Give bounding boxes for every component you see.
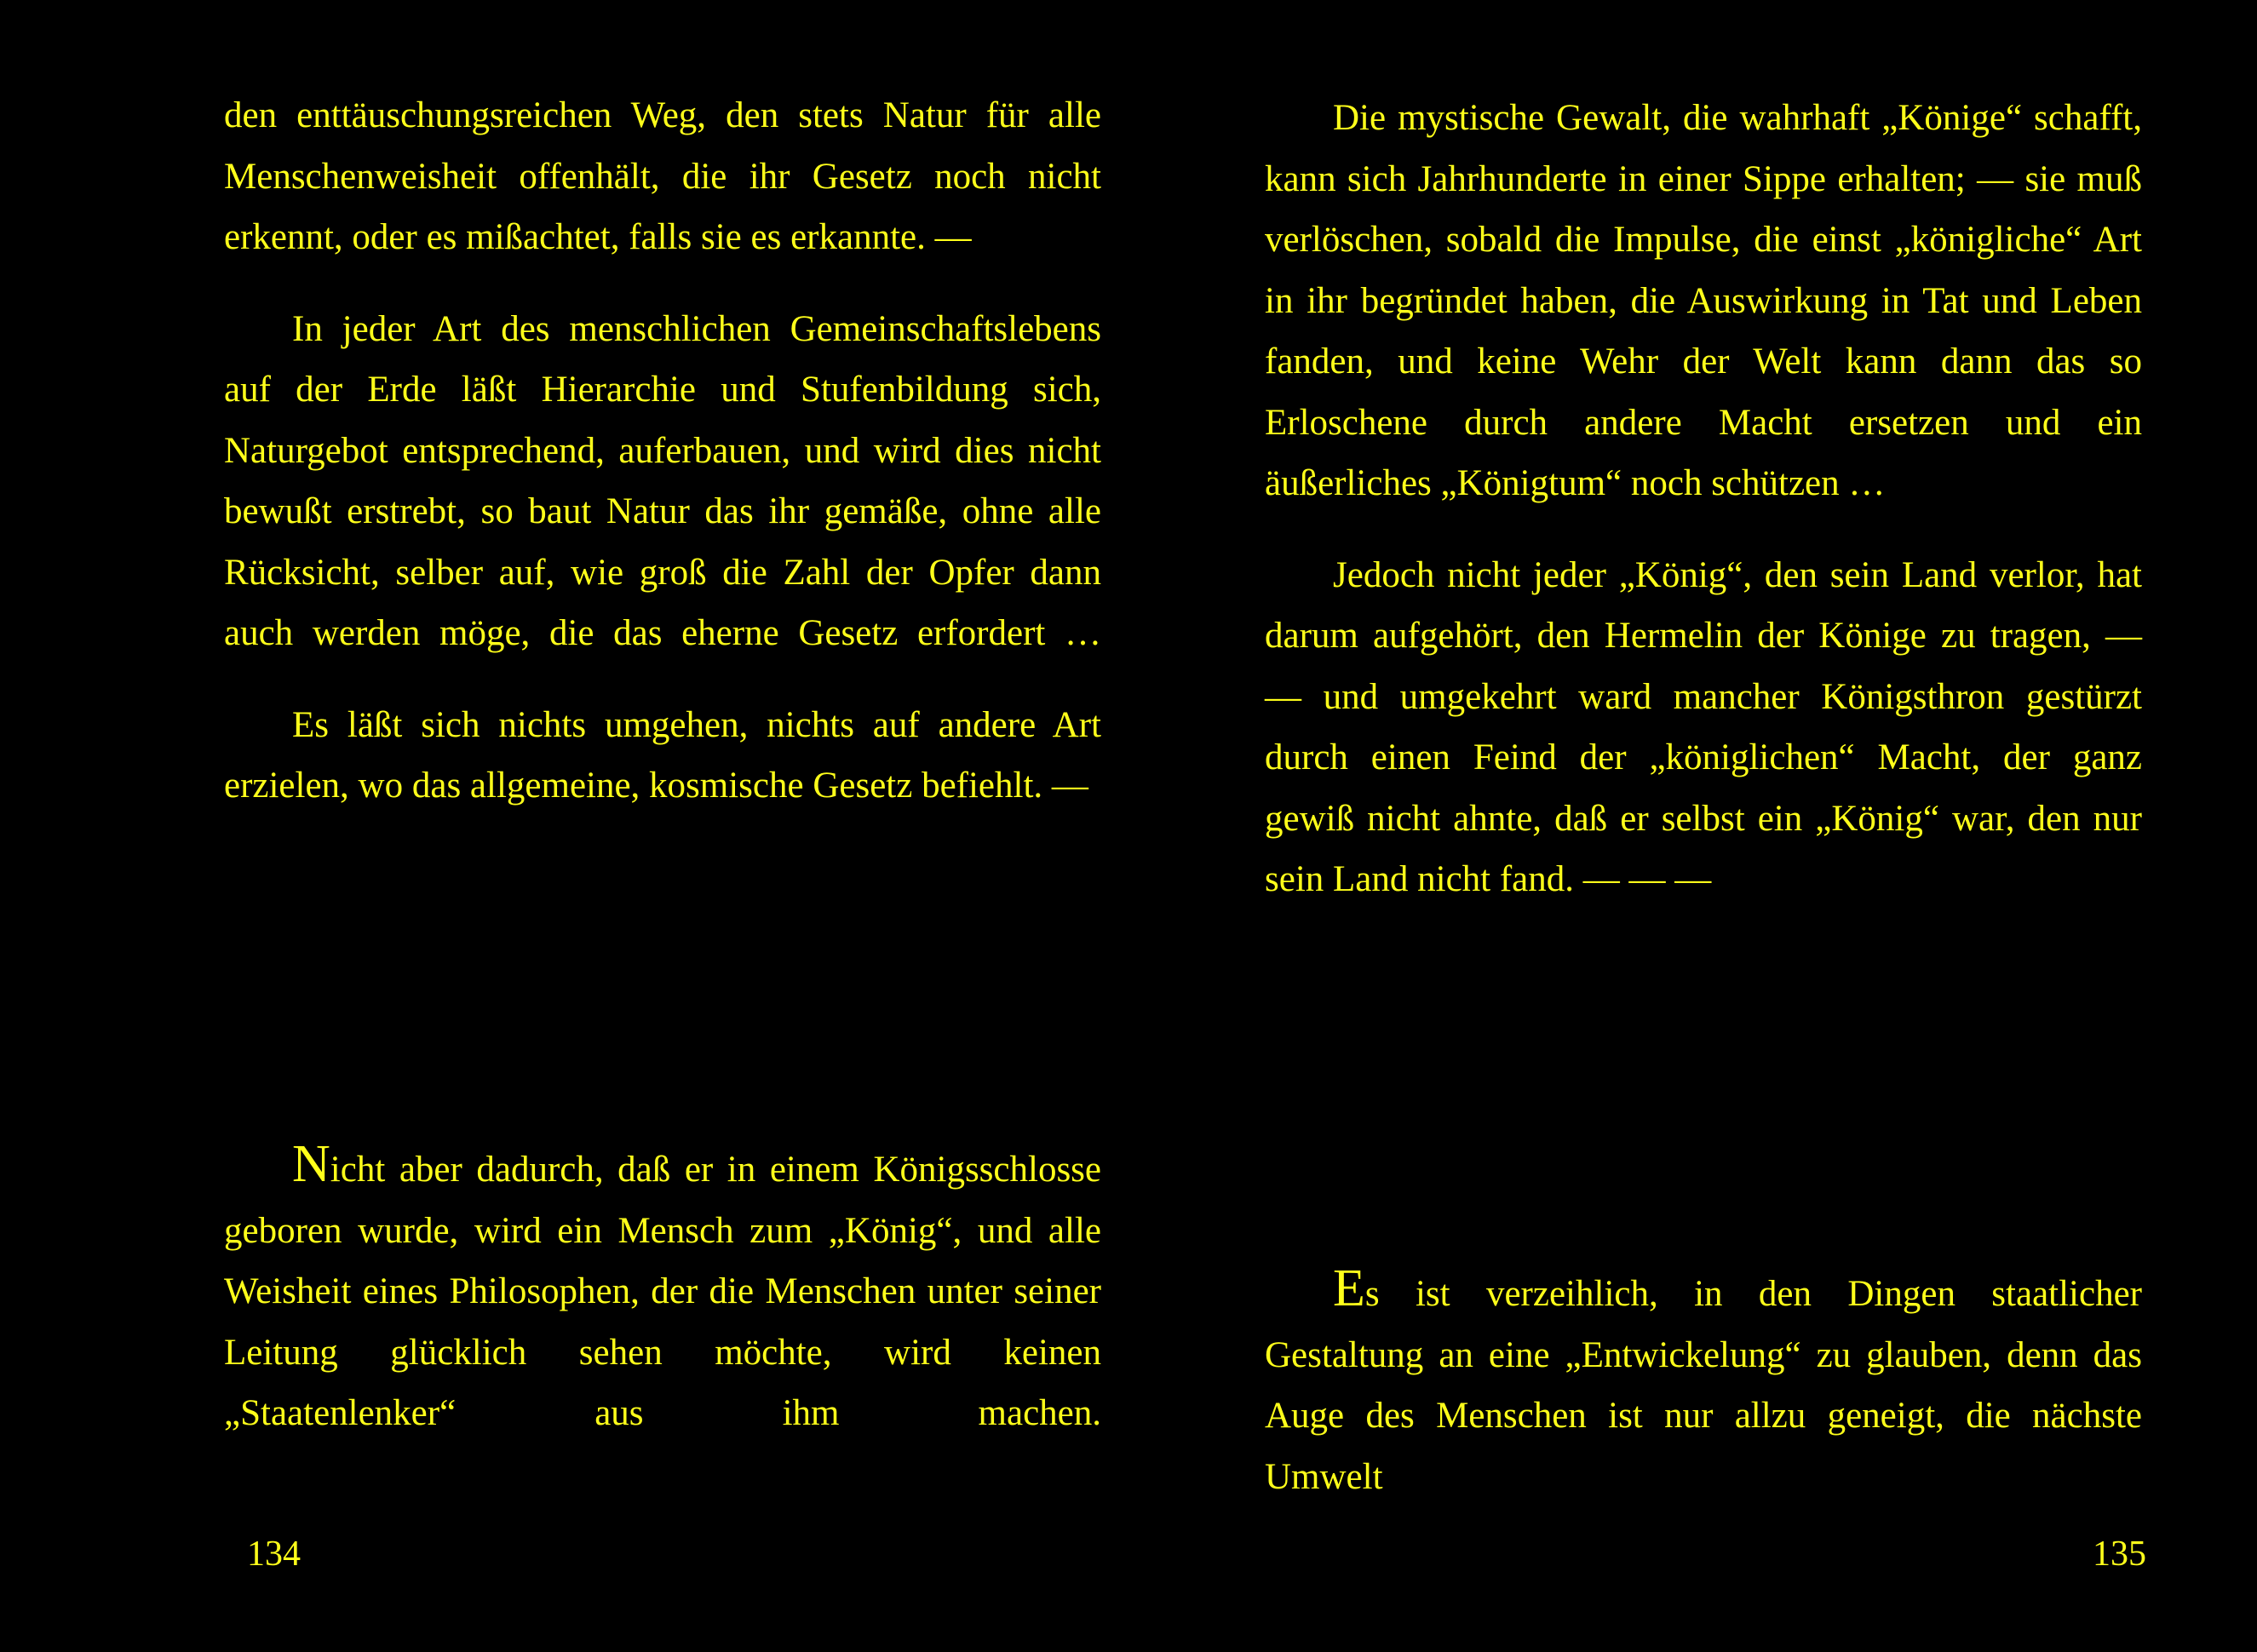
paragraph: Die mystische Gewalt, die wahrhaft „Könige“ schafft, kann sich Jahrhunderte in einer Sippe erhalten; — sie muß verlöschen, sobald die Impulse, die einst „königliche“ Art in ihr begründet haben, die Auswirkung in Tat und Leben fanden, und keine Wehr der Welt kann dann das so Erloschene durch andere Macht ersetzen und ein äußerliches „Königtum“ noch schützen … — [1265, 98, 2142, 503]
paragraph: Es ist verzeihlich, in den Dingen staatlicher Gestaltung an eine „Entwickelung“ zu glauben, denn das Auge des Menschen ist nur allzu geneigt, die nächste Umwelt — [1265, 1259, 2142, 1497]
page-number: 134 — [247, 1534, 301, 1574]
paragraph: Es läßt sich nichts umgehen, nichts auf andere Art erzielen, wo das allgemeine, kosmische Gesetz befiehlt. — — [224, 704, 1101, 806]
right-page-text-block-2 — [1265, 1259, 2142, 1507]
paragraph: In jeder Art des menschlichen Gemeinschaftslebens auf der Erde läßt Hierarchie und Stufenbildung sich, Naturgebot entsprechend, auferbauen, und wird dies nicht bewußt erstrebt, so baut Natur das ihr gemäße, ohne alle Rücksicht, selber auf, wie groß die Zahl der Opfer dann auch werden möge, die das eherne Gesetz erfordert … — [224, 308, 1101, 653]
left-page — [224, 0, 1101, 1652]
right-page-text-block-1 — [1265, 88, 2142, 910]
paragraph: Jedoch nicht jeder „König“, den sein Land verlor, hat darum aufgehört, den Hermelin der Könige zu tragen, — — und umgekehrt ward mancher Königsthron gestürzt durch einen Feind der „königlichen“ Macht, der ganz gewiß nicht ahnte, daß er selbst ein „König“ war, den nur sein Land nicht fand. — — — — [1265, 554, 2142, 899]
paragraph: den enttäuschungsreichen Weg, den stets Natur für alle Menschenweisheit offenhält, die ihr Gesetz noch nicht erkennt, oder es mißachtet, falls sie es erkannte. — — [224, 95, 1101, 257]
left-page-text-block-1 — [224, 85, 1101, 817]
paragraph: Nicht aber dadurch, daß er in einem Königsschlosse geboren wurde, wird ein Mensch zum „König“, und alle Weisheit eines Philosophen, der die Menschen unter seiner Leitung glücklich sehen möchte, wird keinen „Staatenlenker“ aus ihm machen. — [224, 1135, 1101, 1433]
right-page — [1265, 0, 2146, 1652]
left-page-text-block-2 — [224, 1134, 1101, 1444]
page-number: 135 — [2093, 1534, 2146, 1574]
